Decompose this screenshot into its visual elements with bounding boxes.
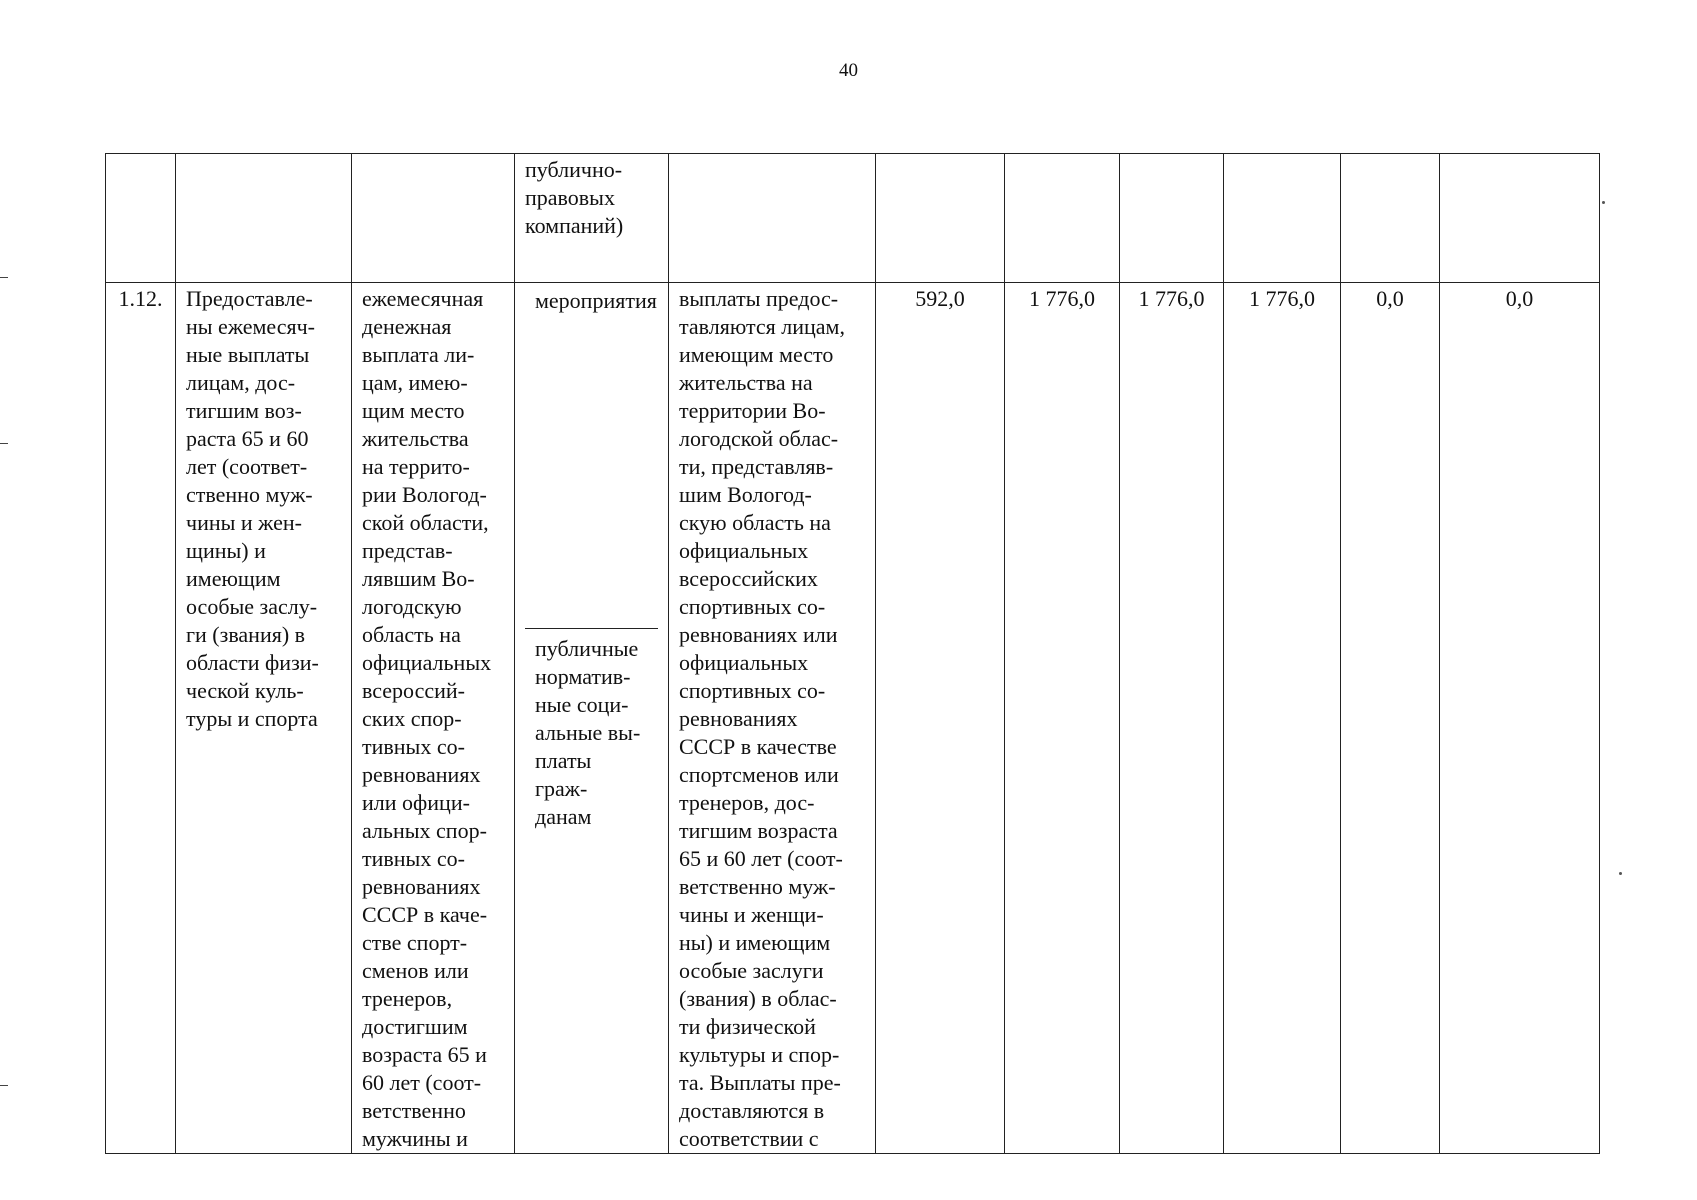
scan-mark (0, 1085, 8, 1086)
cell-empty (106, 154, 176, 283)
cell-prev-type (515, 154, 669, 283)
cell-description (669, 283, 876, 1154)
cell-empty (876, 154, 1005, 283)
type-bottom-text: публичные норматив- ные соци- альные вы- платы граж- данам (535, 636, 641, 829)
type-top-text: мероприятия (525, 285, 658, 629)
cell-name (352, 283, 515, 1154)
value-cell: 0,0 (1341, 283, 1440, 1154)
scan-speck (1602, 201, 1605, 204)
cell-empty (1440, 154, 1600, 283)
table-row-continued (106, 154, 1600, 283)
scan-speck (1619, 872, 1622, 875)
name-text: ежемесячная денежная выплата ли- цам, имею- щим место жительства на террито- рии Вологод- ской области, представ- лявшим Во- логодскую область на официальных всероссий- ских спор- тивных со- ревнованиях или офици- альных спор- тивных со- ревнованиях СССР в каче- стве спорт- сменов или тренеров, достигшим возраста 65 и 60 лет (соот- ветственно мужчины и (362, 286, 492, 1151)
scan-mark (0, 277, 8, 278)
page-number: 40 (839, 60, 858, 81)
cell-type (515, 283, 669, 1154)
budget-table (105, 153, 1600, 1154)
cell-empty (352, 154, 515, 283)
value-cell: 1 776,0 (1005, 283, 1120, 1154)
scan-mark (0, 443, 8, 444)
table-row (106, 283, 1600, 1154)
value-cell: 0,0 (1440, 283, 1600, 1154)
prev-type-text: публично- правовых компаний) (525, 157, 624, 238)
cell-empty (1005, 154, 1120, 283)
cell-empty (1341, 154, 1440, 283)
value-cell: 592,0 (876, 283, 1005, 1154)
cell-empty (669, 154, 876, 283)
cell-empty (1120, 154, 1224, 283)
result-text: Предоставле- ны ежемесяч- ные выплаты лицам, дос- тигшим воз- раста 65 и 60 лет (соответ- ственно муж- чины и жен- щины) и имеющим особые заслу- ги (звания) в области физи- ческой куль- туры и спорта (186, 286, 319, 731)
cell-empty (1224, 154, 1341, 283)
row-number: 1.12. (106, 283, 176, 1154)
value-cell: 1 776,0 (1120, 283, 1224, 1154)
value-cell: 1 776,0 (1224, 283, 1341, 1154)
description-text: выплаты предос- тавляются лицам, имеющим место жительства на территории Во- логодской облас- ти, представляв- шим Вологод- скую область на официальных всероссийских спортивных со- ревнованиях или официальных спортивных со- ревнованиях СССР в качестве спортсменов или тренеров, дос- тигшим возраста 65 и 60 лет (соот- ветственно муж- чины и женщи- ны) и имеющим особые заслуги (звания) в облас- ти физической культуры и спор- та. Выплаты пре- доставляются в соответствии с (679, 286, 845, 1151)
cell-result (176, 283, 352, 1154)
cell-empty (176, 154, 352, 283)
